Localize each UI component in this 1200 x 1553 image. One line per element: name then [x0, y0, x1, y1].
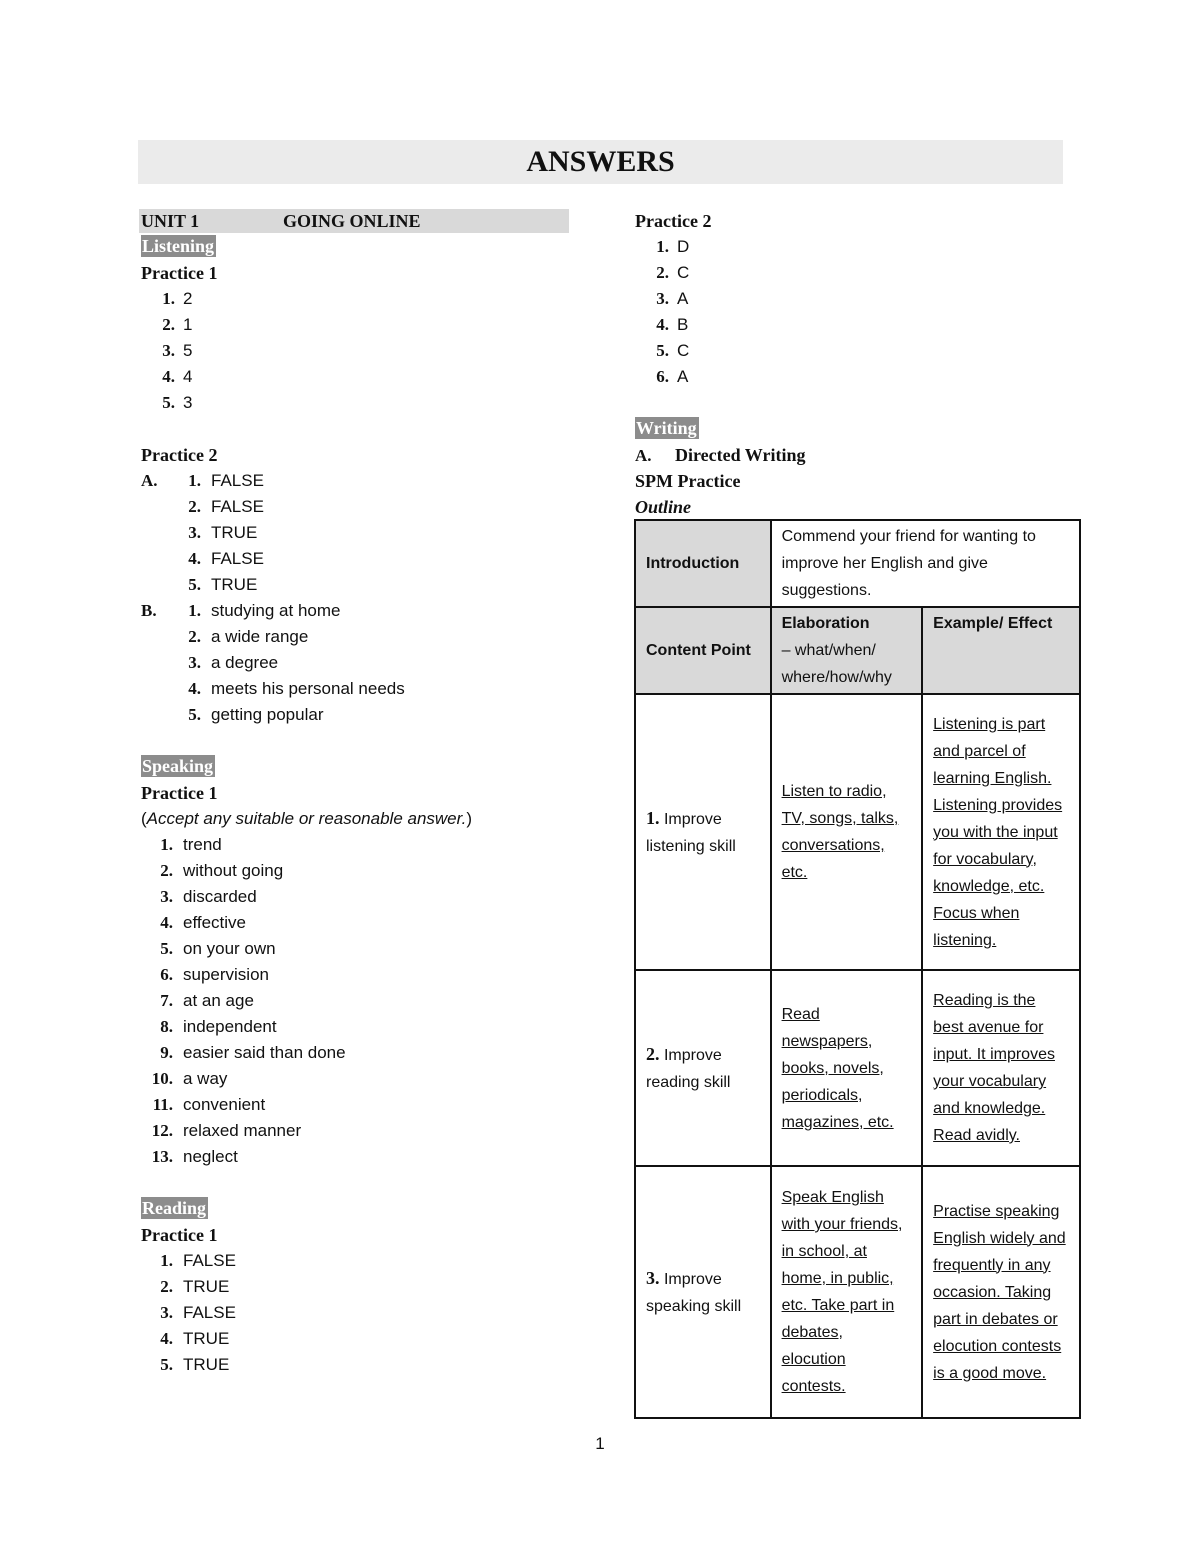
- list-item: [141, 1248, 571, 1274]
- item-number: 10.: [151, 1069, 173, 1088]
- table-row-intro: [635, 520, 1080, 607]
- page-title: ANSWERS: [138, 140, 1063, 184]
- item-answer: TRUE: [211, 523, 258, 542]
- list-item: [635, 260, 1085, 286]
- right-column: [635, 208, 1085, 520]
- item-number: 2.: [160, 861, 173, 880]
- list-item: [141, 338, 571, 364]
- list-item: [141, 572, 571, 598]
- elaboration: Listen to radio, TV, songs, talks, conversations, etc.: [771, 694, 923, 970]
- list-item: [141, 364, 571, 390]
- section-heading-writing: Writing: [636, 418, 697, 438]
- example-effect: Reading is the best avenue for input. It improves your vocabulary and knowledge. Read avidly.: [922, 970, 1080, 1166]
- list-item: [141, 546, 571, 572]
- list-item: [141, 936, 571, 962]
- item-number: 13.: [151, 1147, 173, 1166]
- list-item: [141, 702, 571, 728]
- list-item: [141, 1326, 571, 1352]
- answer-list: [141, 286, 571, 416]
- item-answer: C: [677, 341, 690, 360]
- section-heading-reading: Reading: [142, 1198, 207, 1218]
- item-answer: on your own: [183, 939, 276, 958]
- list-item: [141, 1274, 571, 1300]
- intro-label: Introduction: [635, 520, 771, 607]
- content-point: 3. Improve speaking skill: [635, 1166, 771, 1418]
- list-item: [141, 1144, 571, 1170]
- outline-label: Outline: [635, 497, 692, 517]
- item-number: 3.: [160, 1303, 173, 1322]
- list-item: [141, 286, 571, 312]
- item-number: 1.: [656, 237, 669, 256]
- item-number: 1.: [188, 471, 201, 490]
- list-item: [141, 624, 571, 650]
- intro-text: Commend your friend for wanting to improve her English and give suggestions.: [771, 520, 1080, 607]
- list-item: [141, 390, 571, 416]
- practice-label: Practice 1: [141, 1225, 218, 1245]
- list-item: [141, 1352, 571, 1378]
- list-item: [141, 988, 571, 1014]
- list-item: [141, 1300, 571, 1326]
- list-item: [141, 1118, 571, 1144]
- list-item: [141, 520, 571, 546]
- list-item: [141, 832, 571, 858]
- item-answer: neglect: [183, 1147, 238, 1166]
- elaboration: Read newspapers, books, novels, periodicals, magazines, etc.: [771, 970, 923, 1166]
- item-number: 11.: [152, 1095, 173, 1114]
- item-number: 8.: [160, 1017, 173, 1036]
- list-item: [141, 1014, 571, 1040]
- item-number: 5.: [188, 705, 201, 724]
- item-number: 3.: [188, 653, 201, 672]
- item-number: 9.: [160, 1043, 173, 1062]
- list-item: [141, 1040, 571, 1066]
- item-number: 5.: [160, 939, 173, 958]
- list-item: [635, 234, 1085, 260]
- item-number: 2.: [188, 627, 201, 646]
- item-answer: a degree: [211, 653, 279, 672]
- item-number: 4.: [162, 367, 175, 386]
- item-answer: effective: [183, 913, 247, 932]
- item-answer: FALSE: [211, 471, 264, 490]
- header-elaboration: Elaboration – what/when/ where/how/why: [771, 607, 923, 694]
- unit-name: GOING ONLINE: [283, 211, 421, 231]
- item-number: 5.: [160, 1355, 173, 1374]
- item-number: 1.: [160, 835, 173, 854]
- example-effect: Practise speaking English widely and frequently in any occasion. Taking part in debates or elocution contests is a good move.: [922, 1166, 1080, 1418]
- item-answer: discarded: [183, 887, 257, 906]
- outline-table: [634, 519, 1081, 1419]
- item-answer: D: [677, 237, 690, 256]
- item-answer: relaxed manner: [183, 1121, 302, 1140]
- item-answer: FALSE: [211, 549, 264, 568]
- header-content-point: Content Point: [635, 607, 771, 694]
- answer-list: [141, 468, 571, 598]
- elaboration: Speak English with your friends, in school, at home, in public, etc. Take part in debates, elocution contests.: [771, 1166, 923, 1418]
- item-number: 2.: [160, 1277, 173, 1296]
- item-answer: easier said than done: [183, 1043, 346, 1062]
- item-answer: A: [677, 367, 689, 386]
- item-number: 5.: [162, 393, 175, 412]
- list-item: [635, 286, 1085, 312]
- item-number: 1.: [188, 601, 201, 620]
- item-number: 4.: [188, 549, 201, 568]
- item-number: 7.: [160, 991, 173, 1010]
- list-item: [141, 858, 571, 884]
- list-item: [141, 910, 571, 936]
- item-answer: C: [677, 263, 690, 282]
- item-answer: TRUE: [183, 1277, 230, 1296]
- left-column: [141, 208, 571, 1378]
- item-number: 4.: [160, 913, 173, 932]
- writing-section-title: A. Directed Writing: [635, 445, 806, 465]
- item-answer: FALSE: [183, 1303, 236, 1322]
- item-answer: convenient: [183, 1095, 266, 1114]
- item-answer: without going: [183, 861, 284, 880]
- list-item: [141, 312, 571, 338]
- item-answer: FALSE: [211, 497, 264, 516]
- table-header-row: [635, 607, 1080, 694]
- item-answer: studying at home: [211, 601, 341, 620]
- item-answer: a way: [183, 1069, 228, 1088]
- item-number: 1.: [160, 1251, 173, 1270]
- item-answer: A: [677, 289, 689, 308]
- example-effect: Listening is part and parcel of learning English. Listening provides you with the input for vocabulary, knowledge, etc. Focus when listening.: [922, 694, 1080, 970]
- practice-label: Practice 1: [141, 263, 218, 283]
- item-number: 2.: [656, 263, 669, 282]
- item-answer: 4: [183, 367, 193, 386]
- item-answer: TRUE: [211, 575, 258, 594]
- list-item: [141, 494, 571, 520]
- list-item: [141, 650, 571, 676]
- page-number: 1: [595, 1434, 605, 1453]
- list-item: [141, 676, 571, 702]
- practice-label: Practice 2: [141, 445, 218, 465]
- item-number: 3.: [160, 887, 173, 906]
- item-number: 3.: [656, 289, 669, 308]
- table-row: [635, 970, 1080, 1166]
- item-answer: FALSE: [183, 1251, 236, 1270]
- note: (Accept any suitable or reasonable answer.): [141, 809, 473, 828]
- list-item: [635, 338, 1085, 364]
- list-item: [141, 1092, 571, 1118]
- table-row: [635, 694, 1080, 970]
- item-number: 1.: [162, 289, 175, 308]
- item-number: 4.: [160, 1329, 173, 1348]
- list-item: [141, 884, 571, 910]
- unit-header: [139, 209, 569, 233]
- item-number: 12.: [151, 1121, 173, 1140]
- list-item: [141, 1066, 571, 1092]
- item-answer: 2: [183, 289, 193, 308]
- note-text: Accept any suitable or reasonable answer.: [146, 809, 467, 828]
- list-item: [635, 312, 1085, 338]
- list-item: [141, 468, 571, 494]
- item-answer: 5: [183, 341, 193, 360]
- section-heading-listening: Listening: [142, 236, 215, 256]
- list-item: [141, 598, 571, 624]
- item-answer: B: [677, 315, 689, 334]
- answer-list: [141, 832, 571, 1170]
- item-number: 5.: [188, 575, 201, 594]
- item-number: 3.: [188, 523, 201, 542]
- item-number: 2.: [188, 497, 201, 516]
- table-row: [635, 1166, 1080, 1418]
- practice-label: Practice 1: [141, 783, 218, 803]
- unit-number: UNIT 1: [141, 211, 200, 231]
- item-answer: at an age: [183, 991, 254, 1010]
- item-answer: 3: [183, 393, 193, 412]
- content-point: 1. Improve listening skill: [635, 694, 771, 970]
- content-point: 2. Improve reading skill: [635, 970, 771, 1166]
- item-number: 2.: [162, 315, 175, 334]
- spm-practice-label: SPM Practice: [635, 471, 741, 491]
- item-answer: supervision: [183, 965, 269, 984]
- item-answer: 1: [183, 315, 193, 334]
- item-answer: trend: [183, 835, 222, 854]
- part-letter: B.: [141, 601, 157, 620]
- item-number: 4.: [656, 315, 669, 334]
- answer-list: [141, 1248, 571, 1378]
- list-item: [635, 364, 1085, 390]
- item-number: 4.: [188, 679, 201, 698]
- item-answer: TRUE: [183, 1355, 230, 1374]
- practice-label: Practice 2: [635, 211, 712, 231]
- section-heading-speaking: Speaking: [142, 756, 214, 776]
- item-answer: getting popular: [211, 705, 324, 724]
- item-number: 6.: [656, 367, 669, 386]
- item-answer: independent: [183, 1017, 277, 1036]
- item-answer: meets his personal needs: [211, 679, 405, 698]
- list-item: [141, 962, 571, 988]
- part-letter: A.: [141, 471, 158, 490]
- item-answer: a wide range: [211, 627, 309, 646]
- item-number: 6.: [160, 965, 173, 984]
- header-example: Example/ Effect: [922, 607, 1080, 694]
- item-answer: TRUE: [183, 1329, 230, 1348]
- answer-list: [141, 598, 571, 728]
- item-number: 5.: [656, 341, 669, 360]
- answer-list: [635, 234, 1085, 390]
- item-number: 3.: [162, 341, 175, 360]
